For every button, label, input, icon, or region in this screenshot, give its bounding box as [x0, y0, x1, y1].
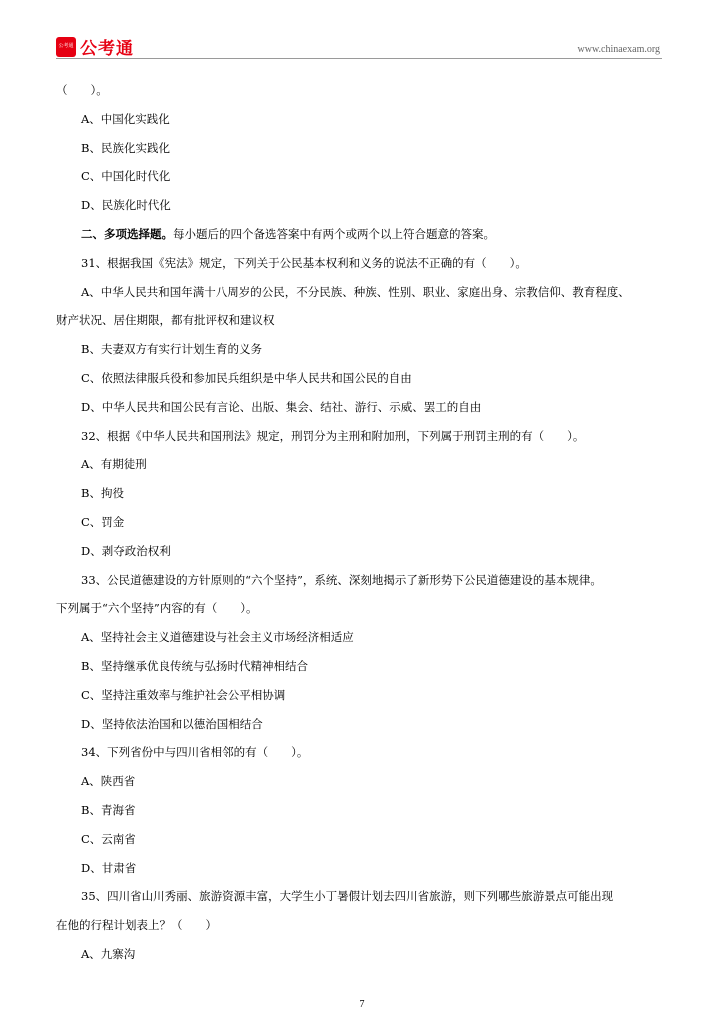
line-text: D、民族化时代化	[81, 198, 171, 213]
line-text: 财产状况、居住期限，都有批评权和建议权	[56, 313, 275, 328]
answer-option	[56, 191, 668, 220]
answer-option	[56, 652, 668, 681]
line-text: 34、下列省份中与四川省相邻的有（ ）。	[81, 745, 309, 760]
page-number: 7	[359, 999, 365, 1010]
brand-logo[interactable]	[56, 34, 134, 59]
answer-option	[56, 278, 668, 307]
question-text	[56, 220, 668, 249]
line-text: 31、根据我国《宪法》规定，下列关于公民基本权利和义务的说法不正确的有（ ）。	[81, 255, 527, 270]
line-text: D、剥夺政治权利	[81, 543, 171, 558]
line-text: D、中华人民共和国公民有言论、出版、集会、结社、游行、示威、罢工的自由	[81, 399, 482, 414]
line-text: D、甘肃省	[81, 860, 137, 875]
line-text: A、中国化实践化	[81, 111, 170, 126]
line-text: （ ）。	[56, 83, 108, 97]
line-text: C、云南省	[81, 831, 136, 846]
answer-option	[56, 134, 668, 163]
answer-option	[56, 364, 668, 393]
answer-option	[56, 825, 668, 854]
answer-option	[56, 450, 668, 479]
answer-option	[56, 767, 668, 796]
line-text: 35、四川省山川秀丽、旅游资源丰富，大学生小丁暑假计划去四川省旅游，则下列哪些旅游景点可能出现	[81, 889, 614, 904]
section-heading: 二、多项选择题。	[81, 226, 173, 241]
answer-option	[56, 537, 668, 566]
text-line	[56, 594, 668, 623]
line-text: 32、根据《中华人民共和国刑法》规定，刑罚分为主刑和附加刑，下列属于刑罚主刑的有（ ）。	[81, 428, 585, 443]
logo-text: 公考通	[80, 39, 134, 59]
answer-option	[56, 335, 668, 364]
answer-option	[56, 393, 668, 422]
question-text	[56, 566, 668, 595]
site-url: www.chinaexam.org	[577, 44, 660, 55]
answer-option	[56, 940, 668, 969]
line-text: 在他的行程计划表上？（ ）	[56, 918, 217, 933]
line-text: C、坚持注重效率与维护社会公平相协调	[81, 687, 286, 702]
line-text: C、中国化时代化	[81, 169, 171, 184]
line-text: C、罚金	[81, 514, 125, 529]
logo-badge-icon: 公考通	[56, 37, 76, 57]
text-line	[56, 911, 668, 940]
text-line	[56, 76, 668, 105]
line-text: B、青海省	[81, 802, 136, 817]
page-header	[56, 34, 662, 59]
answer-option	[56, 162, 668, 191]
answer-option	[56, 105, 668, 134]
document-body	[56, 76, 668, 969]
line-text: B、坚持继承优良传统与弘扬时代精神相结合	[81, 658, 308, 673]
answer-option	[56, 508, 668, 537]
line-text: A、坚持社会主义道德建设与社会主义市场经济相适应	[81, 630, 354, 645]
question-text	[56, 422, 668, 451]
line-text: A、中华人民共和国年满十八周岁的公民，不分民族、种族、性别、职业、家庭出身、宗教信仰、教育程度、	[81, 284, 630, 299]
text-line	[56, 306, 668, 335]
line-text: A、陕西省	[81, 774, 136, 789]
line-text: C、依照法律服兵役和参加民兵组织是中华人民共和国公民的自由	[81, 370, 412, 385]
line-text: B、夫妻双方有实行计划生育的义务	[81, 342, 262, 357]
answer-option	[56, 710, 668, 739]
line-text: 33、公民道德建设的方针原则的“六个坚持”，系统、深刻地揭示了新形势下公民道德建设的基本规律。	[81, 572, 602, 587]
question-text	[56, 882, 668, 911]
line-text: D、坚持依法治国和以德治国相结合	[81, 716, 263, 731]
line-text: A、九寨沟	[81, 946, 136, 961]
question-text	[56, 738, 668, 767]
line-text: 每小题后的四个备选答案中有两个或两个以上符合题意的答案。	[173, 226, 495, 241]
line-text: 下列属于“六个坚持”内容的有（ ）。	[56, 601, 258, 616]
answer-option	[56, 854, 668, 883]
line-text: B、拘役	[81, 486, 124, 501]
line-text: A、有期徒刑	[81, 457, 147, 472]
question-text	[56, 249, 668, 278]
answer-option	[56, 681, 668, 710]
answer-option	[56, 796, 668, 825]
answer-option	[56, 623, 668, 652]
answer-option	[56, 479, 668, 508]
line-text: B、民族化实践化	[81, 140, 170, 155]
